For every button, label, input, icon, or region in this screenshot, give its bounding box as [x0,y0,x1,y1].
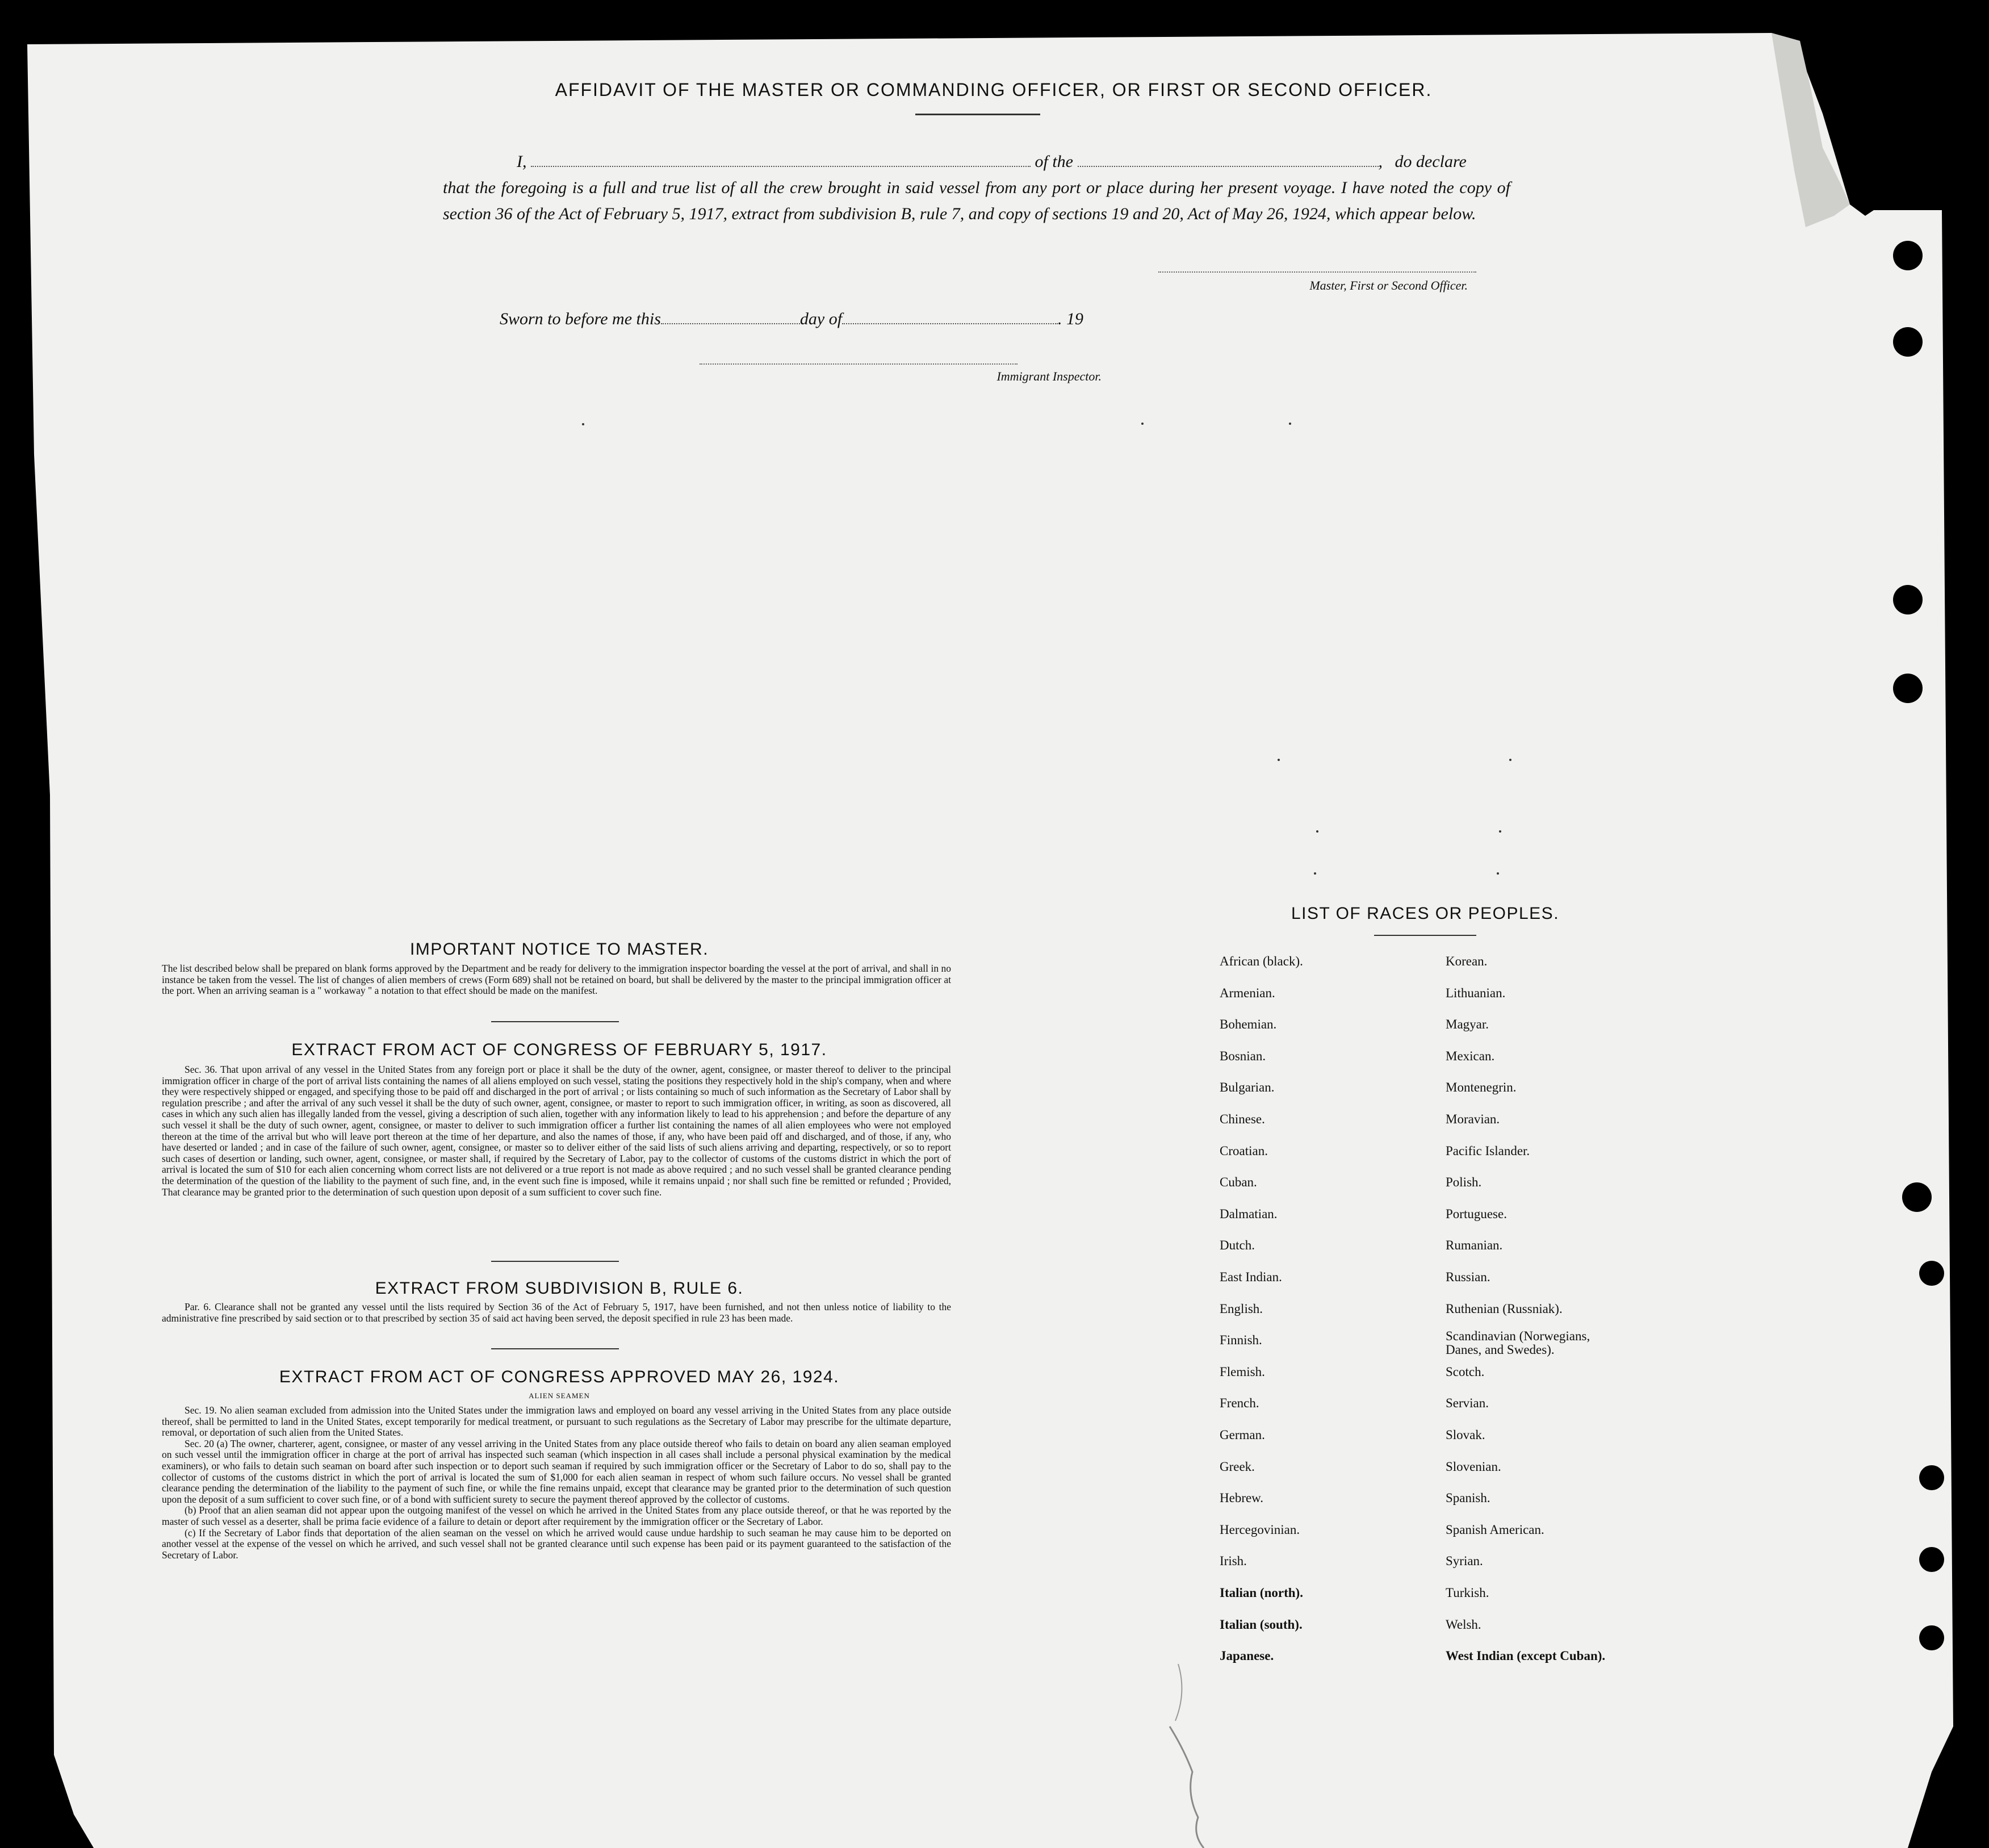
race-item: French. [1220,1396,1259,1411]
sec-19-text: Sec. 19. No alien seaman excluded from admission into the United States under the immigration laws and employed on board any vessel arriving in the United States from any place outside thereof, shall be permitted to land in the United States, except temporarily for medical treatment, or pursuant to such regulations as the Secretary of Labor may prescribe for the ultimate departure, removal, or deportation of such alien from the United States. [162,1404,951,1439]
affidavit-title: AFFIDAVIT OF THE MASTER OR COMMANDING OFFICER, OR FIRST OR SECOND OFFICER. [555,80,1433,100]
sec-20b-text: (b) Proof that an alien seaman did not appear upon the outgoing manifest of the vessel on which he arrived in the United States from any place outside thereof, or that he was reported by the master of such vessel as a deserter, shall be prima facie evidence of a failure to detain or deport after requirement by the immigration officer or the Secretary of Labor. [162,1504,951,1527]
master-signature-line[interactable] [1158,271,1476,273]
race-item: Rumanian. [1446,1238,1503,1253]
race-item: Pacific Islander. [1446,1143,1530,1158]
speck [1289,423,1291,425]
speck [1499,830,1501,833]
race-item: Portuguese. [1446,1206,1507,1221]
race-item: Greek. [1220,1459,1255,1474]
race-item: Korean. [1446,954,1488,968]
speck [582,423,584,425]
punch-hole [1893,241,1923,270]
declaration-text: that the foregoing is a full and true list of all the crew brought in said vessel from any port or place during her present voyage. I have noted the copy of section 36 of the Act of February 5, 1917, extract from subdivision B, rule 7, and copy of sections 19 and 20, Act of May 26, 1924, which appear below. [443,178,1510,223]
vessel-blank[interactable] [1078,154,1379,167]
race-item: Scandinavian (Norwegians, Danes, and Swedes). [1446,1329,1590,1357]
subdivision-title: EXTRACT FROM SUBDIVISION B, RULE 6. [375,1279,744,1298]
race-item: Dalmatian. [1220,1206,1278,1221]
races-title: LIST OF RACES OR PEOPLES. [1291,904,1560,923]
races-rule [1374,935,1476,936]
race-item: Japanese. [1220,1649,1274,1663]
race-item: Armenian. [1220,985,1275,1000]
speck [1278,759,1280,761]
punch-hole [1919,1261,1944,1286]
speck [1141,423,1144,425]
race-item: Spanish. [1446,1491,1490,1506]
race-item: Dutch. [1220,1238,1255,1253]
sworn-month-blank[interactable] [842,312,1058,324]
race-item: Italian (south). [1220,1617,1303,1632]
race-item: Hercegovinian. [1220,1522,1300,1537]
speck [1497,872,1499,875]
race-item: African (black). [1220,954,1303,968]
race-item: Polish. [1446,1175,1482,1190]
speck [1316,830,1318,833]
race-item: Finnish. [1220,1333,1262,1348]
day-of-label: day of [799,310,843,328]
race-item: German. [1220,1428,1265,1442]
notice-rule [491,1021,619,1022]
punch-hole [1893,674,1923,703]
extract-1917-rule [491,1261,619,1262]
race-item: Montenegrin. [1446,1080,1517,1095]
race-item: Flemish. [1220,1364,1265,1379]
subdivision-rule [491,1348,619,1349]
race-item: Italian (north). [1220,1586,1303,1600]
extract-1924-body [162,1405,951,1561]
sworn-label: Sworn to before me this [500,310,661,328]
declaration-i: I, [517,152,527,171]
extract-1917-title: EXTRACT FROM ACT OF CONGRESS OF FEBRUARY 5, 1917. [291,1040,827,1059]
declaration-first-line: I, of the , do declare [517,152,1467,171]
race-item: Bohemian. [1220,1017,1277,1032]
speck [1314,872,1316,875]
race-item: Mexican. [1446,1048,1495,1063]
punch-hole [1893,585,1923,614]
master-signature-label: Master, First or Second Officer. [1309,278,1468,292]
race-item: Turkish. [1446,1586,1489,1600]
inspector-signature-line[interactable] [700,363,1017,365]
race-item: Croatian. [1220,1143,1268,1158]
race-item: Lithuanian. [1446,985,1506,1000]
name-blank[interactable] [531,154,1031,167]
subdivision-text: Par. 6. Clearance shall not be granted any vessel until the lists required by Section 36 of the Act of February 5, 1917, have been furnished, and not then unless notice of liability to the administrative fine prescribed by said section or to that prescribed by section 35 of said act having been served, the deposit specified in rule 23 has been made. [162,1301,951,1324]
sworn-line: Sworn to before me this day of . 19 [500,310,1084,328]
race-item: Cuban. [1220,1175,1257,1190]
race-item: Welsh. [1446,1617,1481,1632]
title-rule [915,114,1040,115]
race-item: Servian. [1446,1396,1489,1411]
inspector-label: Immigrant Inspector. [996,369,1102,383]
race-item: Scotch. [1446,1364,1485,1379]
race-item: Irish. [1220,1554,1247,1569]
sec-20c-text: (c) If the Secretary of Labor finds that deportation of the alien seaman on the vessel on which he arrived would cause undue hardship to such seaman he may cause him to be deported on another vessel at the expense of the vessel on which he arrived, and such vessel shall not be granted clearance until such expense has been paid or its payment guaranteed to the satisfaction of the Secretary of Labor. [162,1527,951,1561]
extract-1924-title: EXTRACT FROM ACT OF CONGRESS APPROVED MAY 26, 1924. [279,1368,840,1386]
race-item: West Indian (except Cuban). [1446,1649,1606,1663]
race-item: Hebrew. [1220,1491,1264,1506]
declaration-do-declare: do declare [1395,152,1467,171]
race-item: Magyar. [1446,1017,1489,1032]
punch-hole [1919,1465,1944,1490]
alien-seamen-subhead: ALIEN SEAMEN [529,1391,590,1400]
race-item: East Indian. [1220,1270,1282,1284]
race-item: Bosnian. [1220,1048,1266,1063]
race-item: Slovenian. [1446,1459,1501,1474]
sworn-day-blank[interactable] [661,312,800,324]
race-item: Ruthenian (Russniak). [1446,1301,1563,1316]
year-prefix: 19 [1066,310,1084,328]
punch-hole [1902,1182,1932,1212]
race-item: Russian. [1446,1270,1490,1284]
notice-text: The list described below shall be prepared on blank forms approved by the Department and be ready for delivery to the immigration inspector boarding the vessel at the port of arrival, and shall in no instance be taken from the vessel. The list of changes of alien members of crews (Form 689) shall not be retained on board, but shall be delivered by the master to the principal immigration officer at the port. When an arriving seaman is a " workaway " a notation to that effect should be made on the manifest. [162,963,951,997]
race-item: Slovak. [1446,1428,1485,1442]
punch-hole [1919,1547,1944,1572]
race-item: Spanish American. [1446,1522,1544,1537]
declaration-of-the: of the [1035,152,1073,171]
punch-hole [1893,327,1923,357]
race-item: Moravian. [1446,1112,1500,1126]
race-item: Chinese. [1220,1112,1265,1126]
race-item: English. [1220,1301,1263,1316]
extract-1917-text: Sec. 36. That upon arrival of any vessel in the United States from any foreign port or place it shall be the duty of the owner, agent, consignee, or master thereof to deliver to the principal immigration officer in charge of the port of arrival lists containing the names of all aliens employed on such vessel, stating the positions they respectively hold in the ship's company, when and where they were respectively shipped or engaged, and specifying those to be paid off and discharged in the port of arrival ; or lists containing so much of such information as the Secretary of Labor shall by regulation prescribe ; and after the arrival of any such vessel it shall be the duty of such owner, agent, consignee, or master to report to such immigration officer, in writing, as soon as discovered, all cases in which any such alien has illegally landed from the vessel, giving a description of such alien, together with any information likely to lead to his apprehension ; and before the departure of any such vessel it shall be the duty of such owner, agent, consignee, or master to deliver to such immigration officer a further list containing the names of all alien employees who were not employed thereon at the time of the arrival but who will leave port thereon at the time of her departure, and also the names of those, if any, who have been paid off and discharged, and of those, if any, who have deserted or landed ; and in case of the failure of such owner, agent, consignee, or master so to deliver either of the said lists of such aliens arriving and departing, respectively, or so to report such cases of desertion or landing, such owner, agent, consignee, or master shall, if required by the Secretary of Labor, pay to the collector of customs of the customs district in which the port of arrival is located the sum of $10 for each alien concerning whom correct lists are not delivered or a true report is not made as above required ; and no such vessel shall be granted clearance pending the determination of the question of the liability to the payment of such fine, and, in the event such fine is imposed, while it remains unpaid ; nor shall such fine be remitted or refunded ; Provided, That clearance may be granted prior to the determination of such question upon deposit of a sum sufficient to cover such fine. [162,1064,951,1198]
speck [1509,759,1511,761]
affidavit-declaration [443,149,1510,227]
punch-hole [1919,1625,1944,1650]
race-item: Bulgarian. [1220,1080,1275,1095]
race-item: Syrian. [1446,1554,1483,1569]
notice-title: IMPORTANT NOTICE TO MASTER. [409,940,709,959]
sec-20a-text: Sec. 20 (a) The owner, charterer, agent, consignee, or master of any vessel arriving in the United States from any place outside thereof who fails to detain on board any alien seaman employed on such vessel until the immigration officer in charge at the port of arrival has inspected such seaman (which inspection in all cases shall include a personal physical examination by the medical examiners), or who fails to detain such seaman on board after such inspection or to deport such seaman if required by such immigration officer or the Secretary of Labor to do so, shall pay to the collector of customs of the customs district in which the port of arrival is located the sum of $1,000 for each alien seaman in respect of whom such failure occurs. No vessel shall be granted clearance pending the determination of the liability to the payment of such fine, or while the fine remains unpaid, except that clearance may be granted prior to the determination of such question upon the deposit of a sum sufficient to cover such fine, or of a bond with sufficient surety to secure the payment thereof approved by the collector of customs. [162,1437,951,1505]
